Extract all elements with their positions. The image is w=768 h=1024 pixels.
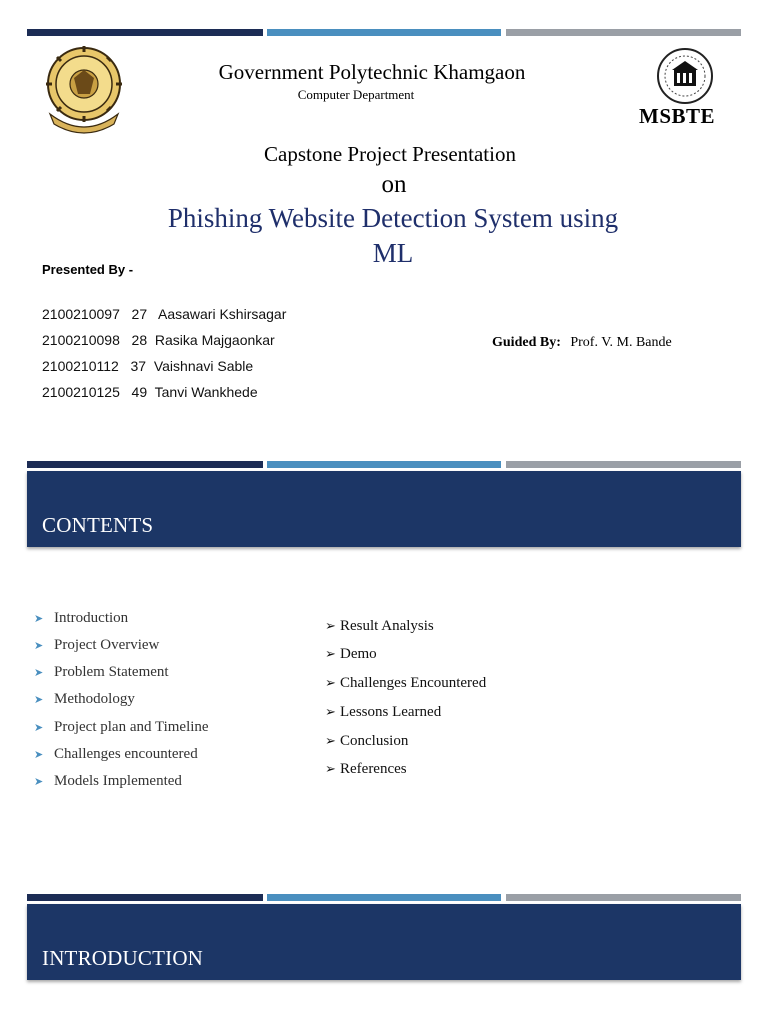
stripe-grey [506,894,741,901]
department-name: Computer Department [297,87,415,102]
arrow-bullet-icon: ➢ [325,733,336,748]
contents-banner [27,471,741,547]
contents-left-item: ➤ Project plan and Timeline [34,719,209,735]
contents-right-item: ➢ Result Analysis [325,618,434,634]
presented-by-label: Presented By - [42,262,134,277]
contents-left-item: ➤ Problem Statement [34,664,169,680]
contents-right-item: ➢ Conclusion [325,733,409,749]
contents-title: CONTENTS [42,513,154,537]
arrow-bullet-icon: ➤ [34,667,44,679]
guided-by-label: Guided By: [492,335,561,350]
msbte-logo-text: MSBTE [639,104,716,128]
contents-right-item: ➢ Challenges Encountered [325,675,487,691]
stripe-blue [267,461,501,468]
arrow-bullet-icon: ➢ [325,618,336,633]
arrow-bullet-icon: ➤ [34,640,44,652]
contents-left-item: ➤ Introduction [34,610,129,626]
contents-right-item: ➢ Demo [325,646,377,662]
arrow-bullet-icon: ➢ [325,646,336,661]
stripe-blue [267,894,501,901]
contents-right-item: ➢ Lessons Learned [325,704,442,720]
introduction-banner [27,904,741,980]
arrow-bullet-icon: ➤ [34,613,44,625]
introduction-title: INTRODUCTION [42,946,204,970]
contents-left-item: ➤ Methodology [34,691,135,707]
guided-by [492,335,672,351]
member-row: 2100210097 27 Aasawari Kshirsagar [42,306,287,322]
stripe-dark [27,461,263,468]
guide-name: Prof. V. M. Bande [570,335,672,350]
arrow-bullet-icon: ➤ [34,776,44,788]
college-name: Government Polytechnic Khamgaon [218,60,526,84]
contents-left-item: ➤ Challenges encountered [34,746,198,762]
stripe-grey [506,461,741,468]
member-row: 2100210098 28 Rasika Majgaonkar [42,332,275,348]
contents-left-item: ➤ Project Overview [34,637,160,653]
member-row: 2100210125 49 Tanvi Wankhede [42,384,258,400]
contents-right-item: ➢ References [325,761,407,777]
project-title-line2: ML [372,238,414,268]
member-row: 2100210112 37 Vaishnavi Sable [42,358,254,374]
arrow-bullet-icon: ➢ [325,704,336,719]
arrow-bullet-icon: ➢ [325,675,336,690]
arrow-bullet-icon: ➤ [34,722,44,734]
college-emblem-icon [30,42,138,134]
top-stripe-grey [506,29,741,36]
stripe-dark [27,894,263,901]
contents-left-item: ➤ Models Implemented [34,773,182,789]
presentation-heading: Capstone Project Presentation [264,142,516,166]
arrow-bullet-icon: ➢ [325,761,336,776]
msbte-logo-icon [650,48,720,108]
on-text: on [381,171,407,198]
arrow-bullet-icon: ➤ [34,749,44,761]
project-title-line1: Phishing Website Detection System using [167,203,619,233]
top-stripe-dark [27,29,263,36]
arrow-bullet-icon: ➤ [34,694,44,706]
top-stripe-blue [267,29,501,36]
